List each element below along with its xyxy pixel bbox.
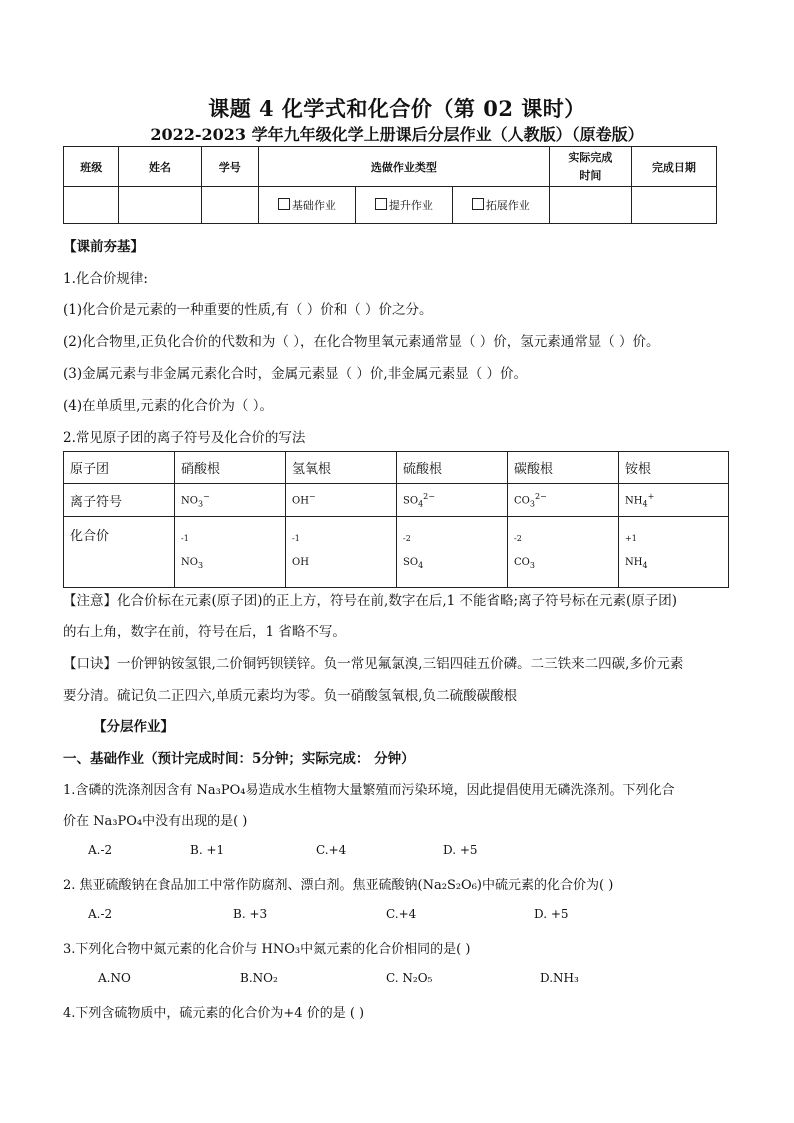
header-finish-date: 完成日期 bbox=[631, 147, 716, 187]
info-table bbox=[63, 146, 717, 224]
q2-line: 2. 焦亚硫酸钠在食品加工中常作防腐剂、漂白剂。焦亚硫酸钠(Na₂S₂O₆)中硫元素的化合价为( ) bbox=[63, 878, 614, 893]
homework-heading: 【分层作业】 bbox=[93, 719, 174, 735]
q2-option-a: A.-2 bbox=[88, 907, 113, 921]
q1-title: 1.化合价规律: bbox=[63, 271, 148, 287]
ion-symbol: OH− bbox=[286, 484, 397, 517]
q1-line-2: 价在 Na₃PO₄中没有出现的是( ) bbox=[63, 814, 248, 829]
option-improve[interactable]: 提升作业 bbox=[355, 187, 452, 224]
row-label-group: 原子团 bbox=[64, 452, 175, 484]
document-title: 课题 4 化学式和化合价（第 02 课时） bbox=[208, 96, 586, 121]
q1-option-a: A.-2 bbox=[88, 843, 113, 857]
q3-line: 3.下列化合物中氮元素的化合价与 HNO₃中氮元素的化合价相同的是( ) bbox=[63, 942, 471, 957]
ion-name: 碳酸根 bbox=[508, 452, 619, 484]
class-cell[interactable] bbox=[64, 187, 119, 224]
checkbox-basic[interactable] bbox=[278, 198, 290, 210]
header-homework-type: 选做作业类型 bbox=[258, 147, 549, 187]
basic-section-heading: 一、基础作业（预计完成时间：5分钟；实际完成： 分钟） bbox=[63, 751, 415, 767]
mnemonic-line-2: 要分清。硫记负二正四六,单质元素均为零。负一硝酸氢氧根,负二硫酸碳酸根 bbox=[63, 688, 518, 704]
rule-4: (4)在单质里,元素的化合价为（ ）。 bbox=[63, 398, 273, 414]
row-label-ion: 离子符号 bbox=[64, 484, 175, 517]
valence-cell: +1 $NH_4$ bbox=[619, 517, 729, 588]
rule-3: (3)金属元素与非金属元素化合时，金属元素显（ ）价,非金属元素显（ ）价。 bbox=[63, 366, 527, 382]
header-student-no: 学号 bbox=[201, 147, 258, 187]
q2-title: 2.常见原子团的离子符号及化合价的写法 bbox=[63, 430, 306, 446]
valence-cell: -1 OH bbox=[286, 517, 397, 588]
q2-option-b: B. +3 bbox=[233, 907, 268, 921]
valence-cell: -2 $SO_4$ bbox=[397, 517, 508, 588]
option-basic[interactable]: 基础作业 bbox=[258, 187, 355, 224]
ion-symbol: $CO_3^{2-}$ bbox=[508, 484, 619, 517]
rule-2: (2)化合物里,正负化合价的代数和为（ ），在化合物里氧元素通常显（ ）价，氢元素通常显（ ）价。 bbox=[63, 334, 660, 350]
q3-option-d: D.NH₃ bbox=[540, 971, 579, 985]
q1-line-1: 1.含磷的洗涤剂因含有 Na₃PO₄易造成水生植物大量繁殖而污染环境，因此提倡使用无磷洗涤剂。下列化合 bbox=[63, 783, 675, 798]
valence-cell: -1 $NO_3$ bbox=[175, 517, 286, 588]
document-subtitle: 2022-2023 学年九年级化学上册课后分层作业（人教版）（原卷版） bbox=[150, 125, 644, 144]
ion-name: 铵根 bbox=[619, 452, 729, 484]
q2-option-d: D. +5 bbox=[534, 907, 569, 921]
row-label-valence: 化合价 bbox=[64, 517, 175, 588]
ion-name: 硝酸根 bbox=[175, 452, 286, 484]
mnemonic-line-1: 【口诀】一价钾钠铵氢银,二价铜钙钡镁锌。负一常见氟氯溴,三铝四硅五价磷。二三铁来二四碳,多价元素 bbox=[63, 656, 684, 672]
q3-option-c: C. N₂O₅ bbox=[386, 971, 433, 985]
actual-time-cell[interactable] bbox=[549, 187, 631, 224]
checkbox-extend[interactable] bbox=[472, 198, 484, 210]
ion-symbol: $NO_3^-$ bbox=[175, 484, 286, 517]
q2-option-c: C.+4 bbox=[386, 907, 417, 921]
ion-name: 硫酸根 bbox=[397, 452, 508, 484]
checkbox-improve[interactable] bbox=[375, 198, 387, 210]
section-pre: 【课前夯基】 bbox=[63, 239, 144, 255]
ion-symbol: $SO_4^{2-}$ bbox=[397, 484, 508, 517]
ion-name: 氢氧根 bbox=[286, 452, 397, 484]
q3-option-b: B.NO₂ bbox=[240, 971, 278, 985]
rule-1: (1)化合价是元素的一种重要的性质,有（ ）价和（ ）价之分。 bbox=[63, 302, 433, 318]
q3-option-a: A.NO bbox=[98, 971, 131, 985]
note-line-2: 的右上角，数字在前，符号在后，1 省略不写。 bbox=[63, 624, 346, 640]
finish-date-cell[interactable] bbox=[631, 187, 716, 224]
q1-option-d: D. +5 bbox=[443, 843, 478, 857]
header-class: 班级 bbox=[64, 147, 119, 187]
q1-option-c: C.+4 bbox=[316, 843, 347, 857]
header-actual-time: 实际完成 时间 bbox=[549, 147, 631, 187]
q1-option-b: B. +1 bbox=[190, 843, 225, 857]
q4-line: 4.下列含硫物质中，硫元素的化合价为+4 价的是 ( ) bbox=[63, 1006, 365, 1021]
ion-table bbox=[63, 451, 729, 588]
note-line-1: 【注意】化合价标在元素(原子团)的正上方，符号在前,数字在后,1 不能省略;离子符号标在元素(原子团) bbox=[63, 593, 678, 609]
header-name: 姓名 bbox=[119, 147, 201, 187]
option-extend[interactable]: 拓展作业 bbox=[452, 187, 549, 224]
valence-cell: -2 $CO_3$ bbox=[508, 517, 619, 588]
name-cell[interactable] bbox=[119, 187, 201, 224]
student-no-cell[interactable] bbox=[201, 187, 258, 224]
ion-symbol: $NH_4^+$ bbox=[619, 484, 729, 517]
